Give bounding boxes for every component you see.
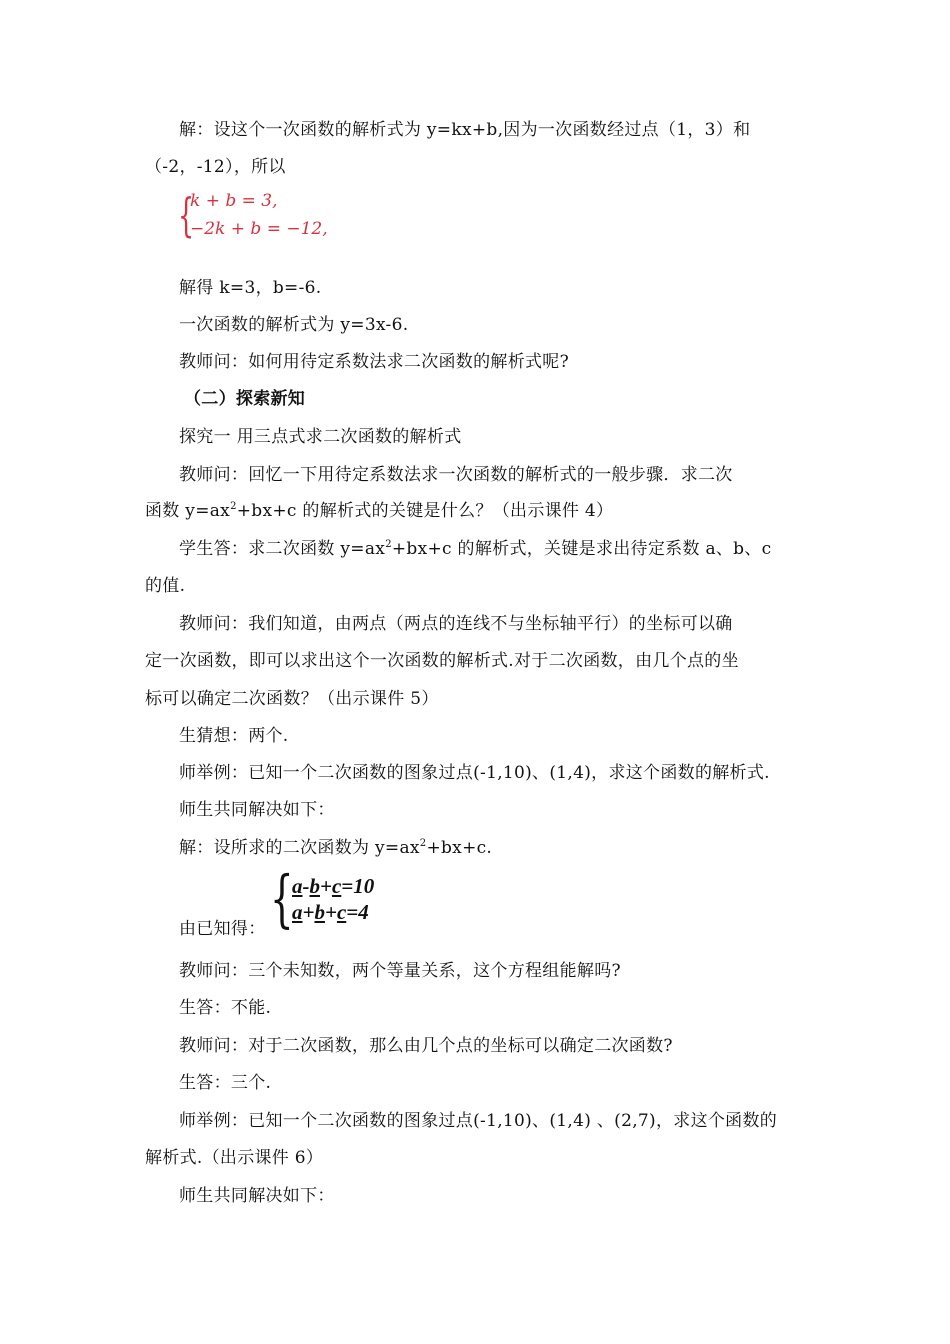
paragraph-line: 的值.	[145, 576, 186, 596]
left-brace: {	[178, 188, 195, 242]
rhs: =4	[346, 900, 369, 924]
operator: +	[302, 900, 315, 924]
paragraph-line: 一次函数的解析式为 y=3x-6.	[179, 315, 409, 335]
paragraph-line: 生猜想：两个.	[179, 726, 289, 746]
superscript: 2	[419, 838, 427, 849]
var-a: a	[292, 874, 303, 898]
text-run: 学生答：求二次函数 y=ax	[179, 539, 386, 559]
left-brace: {	[270, 862, 294, 935]
paragraph-line: 解：设这个一次函数的解析式为 y=kx+b,因为一次函数经过点（1，3）和	[179, 120, 751, 140]
section-heading: （二）探索新知	[184, 389, 306, 409]
text-run: 解：设所求的二次函数为 y=ax	[179, 838, 420, 858]
text-run: +bx+c 的解析式的关键是什么？（出示课件 4）	[236, 501, 614, 521]
paragraph-line: 解得 k=3，b=-6.	[179, 278, 322, 298]
equation-2	[292, 900, 369, 925]
paragraph-line: 生答：三个.	[179, 1073, 272, 1093]
paragraph-line: 师举例：已知一个二次函数的图象过点(-1,10)、(1,4) 、(2,7)，求这个函数的	[179, 1111, 778, 1131]
operator: +	[324, 900, 337, 924]
text-run: +bx+c.	[426, 838, 493, 858]
rhs: =10	[341, 874, 375, 898]
var-c: c	[331, 874, 342, 898]
operator: -	[302, 874, 310, 898]
paragraph-line: 生答：不能.	[179, 998, 272, 1018]
paragraph-line: 师生共同解决如下：	[179, 800, 335, 820]
superscript: 2	[385, 539, 392, 550]
paragraph-line	[179, 836, 492, 860]
var-b: b	[309, 874, 320, 898]
paragraph-line: 教师问：如何用待定系数法求二次函数的解析式呢?	[179, 352, 570, 372]
equation-1: k + b = 3,	[190, 191, 278, 211]
superscript: 2	[230, 501, 237, 512]
paragraph-line: 解析式.（出示课件 6）	[145, 1148, 324, 1168]
operator: +	[320, 874, 332, 898]
paragraph-line: 师生共同解决如下：	[179, 1186, 335, 1206]
equation-2: −2k + b = −12,	[190, 219, 328, 239]
var-b: b	[314, 900, 325, 924]
text-run: +bx+c 的解析式，关键是求出待定系数 a、b、c	[391, 539, 772, 559]
paragraph-line: 标可以确定二次函数？（出示课件 5）	[145, 689, 439, 709]
paragraph-line: 探究一 用三点式求二次函数的解析式	[179, 427, 462, 447]
paragraph-line	[145, 499, 613, 523]
paragraph-line: 教师问：三个未知数，两个等量关系，这个方程组能解吗?	[179, 961, 621, 981]
paragraph-line: 由已知得：	[179, 919, 266, 939]
paragraph-line	[179, 537, 771, 561]
text-run: 函数 y=ax	[145, 501, 231, 521]
equation-1	[292, 874, 374, 899]
var-a: a	[292, 900, 303, 924]
paragraph-line: 教师问：回忆一下用待定系数法求一次函数的解析式的一般步骤．求二次	[179, 465, 733, 485]
var-c: c	[336, 900, 347, 924]
paragraph-line: （-2，-12），所以	[145, 157, 286, 177]
paragraph-line: 教师问：我们知道，由两点（两点的连线不与坐标轴平行）的坐标可以确	[179, 614, 733, 634]
paragraph-line: 定一次函数，即可以求出这个一次函数的解析式.对于二次函数，由几个点的坐	[145, 651, 739, 671]
paragraph-line: 师举例：已知一个二次函数的图象过点(-1,10)、(1,4)，求这个函数的解析式.	[179, 763, 770, 783]
paragraph-line: 教师问：对于二次函数，那么由几个点的坐标可以确定二次函数?	[179, 1036, 673, 1056]
